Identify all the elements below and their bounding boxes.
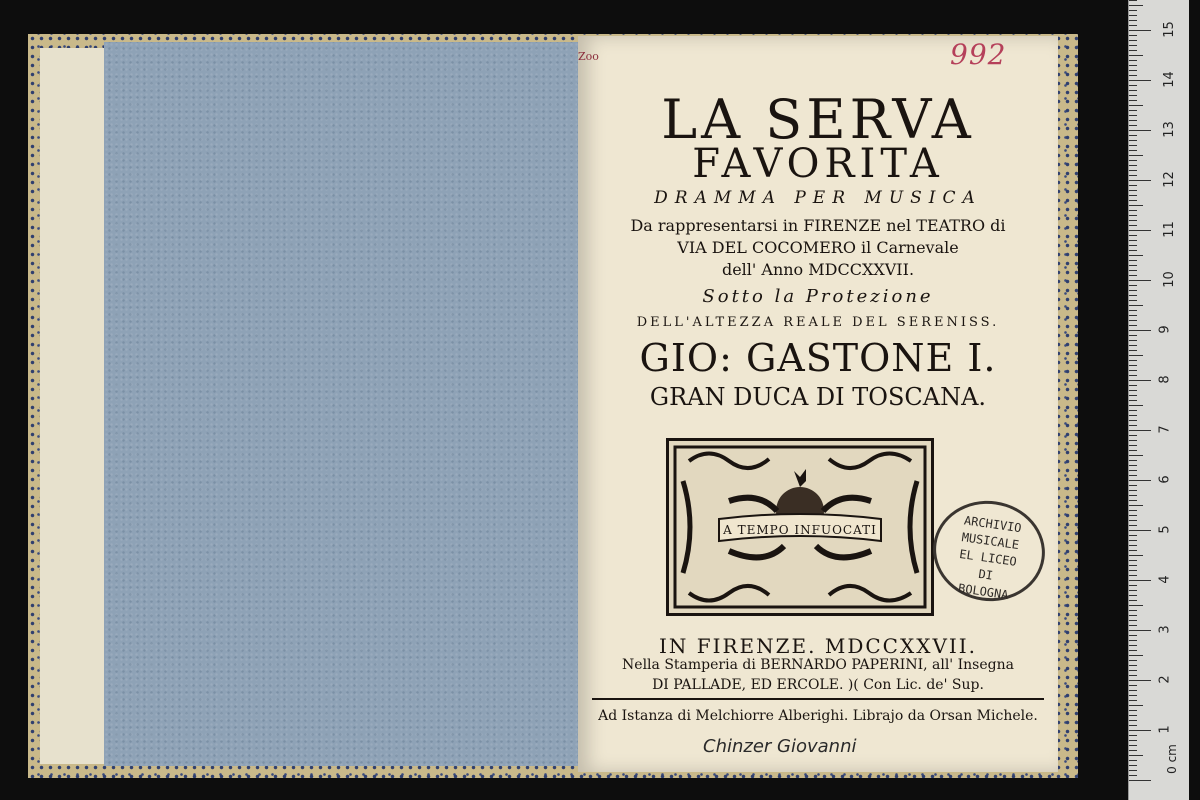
ruler-tick	[1129, 695, 1137, 696]
ruler-tick	[1129, 105, 1143, 106]
ruler-tick	[1129, 610, 1137, 611]
ruler-label: 11	[1161, 221, 1177, 238]
ruler-tick	[1129, 5, 1143, 6]
ruler-tick	[1129, 125, 1137, 126]
ruler-tick	[1129, 635, 1137, 636]
ruler-tick	[1129, 310, 1137, 311]
ruler-tick	[1129, 500, 1137, 501]
ruler-label: 3	[1157, 625, 1173, 634]
ruler-tick	[1129, 590, 1137, 591]
ruler-tick	[1129, 50, 1137, 51]
ruler-tick	[1129, 665, 1137, 666]
ruler-tick	[1129, 0, 1137, 1]
ruler-tick	[1129, 195, 1137, 196]
patron-rank: GRAN DUCA DI TOSCANA.	[649, 383, 987, 411]
ruler-tick	[1129, 380, 1151, 381]
ruler-tick	[1129, 30, 1151, 31]
ruler-tick	[1129, 420, 1137, 421]
ruler-tick	[1129, 270, 1137, 271]
ruler-tick	[1129, 705, 1143, 706]
ruler-tick	[1129, 55, 1143, 56]
ruler-tick	[1129, 210, 1137, 211]
stamp-line-2: MUSICALE	[960, 530, 1020, 553]
ruler-tick	[1129, 620, 1137, 621]
ruler-tick	[1129, 315, 1137, 316]
ruler-tick	[1129, 725, 1137, 726]
ruler-tick	[1129, 170, 1137, 171]
ruler-tick	[1129, 575, 1137, 576]
ruler-tick	[1129, 585, 1137, 586]
ruler-tick	[1129, 535, 1137, 536]
ruler-tick	[1129, 425, 1137, 426]
ruler-tick	[1129, 10, 1137, 11]
ruler-tick	[1129, 375, 1137, 376]
ruler-tick	[1129, 110, 1137, 111]
ruler-tick	[1129, 260, 1137, 261]
ruler-tick	[1129, 510, 1137, 511]
ruler-label: 14	[1161, 71, 1177, 88]
ruler-tick	[1129, 100, 1137, 101]
ruler-tick	[1129, 780, 1151, 781]
ruler-tick	[1129, 115, 1137, 116]
ruler-tick	[1129, 660, 1137, 661]
ruler-tick	[1129, 320, 1137, 321]
ruler-tick	[1129, 675, 1137, 676]
ruler-tick	[1129, 740, 1137, 741]
ruler-tick	[1129, 150, 1137, 151]
ruler-tick	[1129, 85, 1137, 86]
ruler-tick	[1129, 415, 1137, 416]
printer-device-woodcut	[666, 438, 934, 616]
ruler-tick	[1129, 160, 1137, 161]
title-line-1: LA SERVA	[661, 88, 975, 151]
ruler-tick	[1129, 445, 1137, 446]
ruler-tick	[1129, 395, 1137, 396]
ruler-tick	[1129, 220, 1137, 221]
venue-line-1: Da rappresentarsi in FIRENZE nel TEATRO di	[630, 216, 1006, 235]
ruler-tick	[1129, 625, 1137, 626]
ruler-tick	[1129, 765, 1137, 766]
ruler-tick	[1129, 710, 1137, 711]
imprint-city-year: IN FIRENZE. MDCCXXVII.	[658, 634, 978, 658]
title-line-2: FAVORITA	[692, 141, 944, 187]
ruler-tick	[1129, 440, 1137, 441]
ruler-tick	[1129, 570, 1137, 571]
ruler-tick	[1129, 745, 1137, 746]
ruler-label: 6	[1157, 475, 1173, 484]
ruler-tick	[1129, 265, 1137, 266]
ruler-tick	[1129, 605, 1143, 606]
ruler-tick	[1129, 135, 1137, 136]
ruler-tick	[1129, 460, 1137, 461]
ruler-tick	[1129, 285, 1137, 286]
ruler-tick	[1129, 345, 1137, 346]
ruler-tick	[1129, 405, 1143, 406]
ruler-label: 2	[1157, 675, 1173, 684]
ruler-tick	[1129, 630, 1151, 631]
ruler-tick	[1129, 190, 1137, 191]
ruler-tick	[1129, 690, 1137, 691]
ruler-tick	[1129, 390, 1137, 391]
ruler-tick	[1129, 130, 1151, 131]
ruler-tick	[1129, 565, 1137, 566]
ruler-tick	[1129, 200, 1137, 201]
ruler-tick	[1129, 715, 1137, 716]
ruler-tick	[1129, 330, 1151, 331]
title-page	[578, 36, 1058, 772]
ruler-tick	[1129, 290, 1137, 291]
ruler-tick	[1129, 280, 1151, 281]
ruler-tick	[1129, 455, 1143, 456]
divider-rule	[592, 698, 1044, 700]
ruler-tick	[1129, 90, 1137, 91]
ruler-tick	[1129, 25, 1137, 26]
ruler-tick	[1129, 720, 1137, 721]
ruler-tick	[1129, 750, 1137, 751]
ruler-unit: 0 cm	[1164, 744, 1179, 774]
ruler-tick	[1129, 760, 1137, 761]
ruler-tick	[1129, 75, 1137, 76]
ruler-tick	[1129, 275, 1137, 276]
ruler-tick	[1129, 350, 1137, 351]
ruler-tick	[1129, 400, 1137, 401]
ruler-tick	[1129, 235, 1137, 236]
ruler-tick	[1129, 215, 1137, 216]
ruler-tick	[1129, 230, 1151, 231]
ruler-tick	[1129, 515, 1137, 516]
ruler-tick	[1129, 505, 1143, 506]
ruler-tick	[1129, 520, 1137, 521]
venue-line-3: dell' Anno MDCCXXVII.	[721, 260, 915, 279]
ruler-tick	[1129, 775, 1137, 776]
ruler-tick	[1129, 245, 1137, 246]
ruler-tick	[1129, 185, 1137, 186]
ruler-tick	[1129, 15, 1137, 16]
ruler-tick	[1129, 645, 1137, 646]
venue-line-2: VIA DEL COCOMERO il Carnevale	[677, 238, 959, 257]
ruler-tick	[1129, 340, 1137, 341]
ruler-tick	[1129, 545, 1137, 546]
ruler-label: 9	[1157, 325, 1173, 334]
ruler-label: 13	[1161, 121, 1177, 138]
ruler-tick	[1129, 560, 1137, 561]
ruler-tick	[1129, 480, 1151, 481]
ruler-tick	[1129, 770, 1137, 771]
ruler-tick	[1129, 205, 1143, 206]
measurement-ruler	[1128, 0, 1189, 800]
ruler-tick	[1129, 65, 1137, 66]
ruler-tick	[1129, 385, 1137, 386]
ruler-tick	[1129, 80, 1151, 81]
ruler-tick	[1129, 255, 1143, 256]
ruler-tick	[1129, 145, 1137, 146]
ruler-tick	[1129, 655, 1143, 656]
ruler-tick	[1129, 165, 1137, 166]
ruler-tick	[1129, 225, 1137, 226]
ruler-tick	[1129, 730, 1151, 731]
ruler-tick	[1129, 485, 1137, 486]
ruler-label: 15	[1161, 21, 1177, 38]
ruler-tick	[1129, 410, 1137, 411]
ruler-label: 12	[1161, 171, 1177, 188]
ruler-tick	[1129, 20, 1137, 21]
endpaper-strip	[40, 48, 107, 764]
ruler-tick	[1129, 680, 1151, 681]
protection-line: Sotto la Protezione	[702, 286, 934, 307]
ruler-tick	[1129, 550, 1137, 551]
stamp-line-4: DI	[977, 566, 994, 583]
ruler-tick	[1129, 450, 1137, 451]
ruler-tick	[1129, 530, 1151, 531]
handwritten-signature: Chinzer Giovanni	[703, 736, 857, 757]
ruler-tick	[1129, 600, 1137, 601]
ruler-tick	[1129, 60, 1137, 61]
ruler-tick	[1129, 525, 1137, 526]
ruler-tick	[1129, 495, 1137, 496]
ruler-tick	[1129, 755, 1143, 756]
ruler-tick	[1129, 700, 1137, 701]
ruler-tick	[1129, 355, 1143, 356]
ruler-tick	[1129, 435, 1137, 436]
ruler-label: 8	[1157, 375, 1173, 384]
ruler-label: 5	[1157, 525, 1173, 534]
ruler-tick	[1129, 685, 1137, 686]
ruler-tick	[1129, 250, 1137, 251]
ruler-tick	[1129, 95, 1137, 96]
ruler-tick	[1129, 475, 1137, 476]
ruler-label: 4	[1157, 575, 1173, 584]
ruler-tick	[1129, 305, 1143, 306]
ruler-tick	[1129, 180, 1151, 181]
library-stamp	[927, 494, 1052, 609]
ruler-tick	[1129, 35, 1137, 36]
ruler-tick	[1129, 555, 1143, 556]
ruler-tick	[1129, 120, 1137, 121]
ruler-tick	[1129, 735, 1137, 736]
ruler-tick	[1129, 580, 1151, 581]
ruler-tick	[1129, 595, 1137, 596]
ruler-tick	[1129, 615, 1137, 616]
ruler-tick	[1129, 175, 1137, 176]
ruler-tick	[1129, 490, 1137, 491]
ruler-tick	[1129, 465, 1137, 466]
ruler-label: 7	[1157, 425, 1173, 434]
stamp-line-3: EL LICEO	[958, 546, 1018, 569]
ruler-label: 1	[1157, 725, 1173, 734]
patron-title: DELL'ALTEZZA REALE DEL SERENISS.	[636, 315, 1000, 330]
ruler-tick	[1129, 640, 1137, 641]
ruler-tick	[1129, 240, 1137, 241]
shelf-number: 992	[950, 38, 1007, 71]
blue-paper-leaf	[104, 42, 578, 766]
ruler-tick	[1129, 365, 1137, 366]
ruler-tick	[1129, 335, 1137, 336]
patron-name: GIO: GASTONE I.	[639, 336, 997, 380]
stamp-line-1: ARCHIVIO	[963, 513, 1023, 536]
ruler-tick	[1129, 325, 1137, 326]
bookseller-line: Ad Istanza di Melchiorre Alberighi. Librajo da Orsan Michele.	[598, 708, 1038, 724]
ruler-tick	[1129, 155, 1143, 156]
ruler-tick	[1129, 300, 1137, 301]
ruler-tick	[1129, 370, 1137, 371]
ruler-tick	[1129, 540, 1137, 541]
ruler-tick	[1129, 70, 1137, 71]
genre-line: DRAMMA PER MUSICA	[654, 188, 982, 208]
corner-note: Zoo	[578, 50, 599, 63]
printer-line-1: Nella Stamperia di BERNARDO PAPERINI, all' Insegna	[622, 657, 1014, 673]
ruler-tick	[1129, 470, 1137, 471]
ruler-tick	[1129, 360, 1137, 361]
ruler-tick	[1129, 40, 1137, 41]
ruler-label: 10	[1161, 271, 1177, 288]
printer-line-2: DI PALLADE, ED ERCOLE. )( Con Lic. de' Sup.	[652, 677, 984, 693]
ruler-tick	[1129, 670, 1137, 671]
ruler-tick	[1129, 650, 1137, 651]
stamp-line-5: BOLOGNA	[957, 581, 1010, 603]
ruler-tick	[1129, 295, 1137, 296]
woodcut-motto: A TEMPO INFUOCATI	[723, 523, 877, 537]
ruler-tick	[1129, 430, 1151, 431]
ruler-tick	[1129, 140, 1137, 141]
ruler-tick	[1129, 45, 1137, 46]
